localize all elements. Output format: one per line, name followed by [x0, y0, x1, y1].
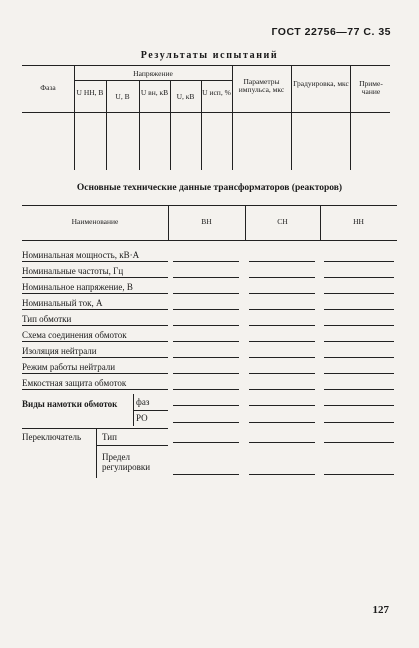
spec-row-scheme: Схема соединения обмоток: [22, 330, 127, 340]
spec-row-freq: Номинальные частоты, Гц: [22, 266, 124, 276]
col-vn: ВН: [201, 217, 212, 226]
switch-type: Тип: [102, 432, 117, 442]
spec-row-neutral-mode: Режим работы нейтрали: [22, 362, 116, 372]
col-u-vn: U вн, кВ: [140, 88, 169, 97]
col-u-nn: U НН, В: [76, 88, 104, 97]
col-phase: Фаза: [40, 83, 56, 92]
spec-row-winding-type: Тип обмотки: [22, 314, 72, 324]
col-nn: НН: [353, 217, 364, 226]
spec-row-voltage: Номинальное напряжение, В: [22, 282, 133, 292]
document-header: ГОСТ 22756—77 С. 35: [271, 26, 391, 38]
page-number: 127: [372, 604, 389, 616]
col-voltage: Напряжение: [133, 69, 173, 78]
winding-label: Виды намотки обмоток: [22, 399, 118, 409]
switch-range: Предел регулировки: [102, 452, 151, 472]
spec-row-capacitive: Емкостная защита обмоток: [22, 378, 127, 388]
specs-title: Основные технические данные трансформаторов (реакторов): [76, 183, 343, 193]
switch-label: Переключатель: [22, 432, 82, 442]
winding-fz: фаз: [136, 397, 150, 407]
col-name: Наименование: [71, 217, 119, 226]
col-u-isp: U исп, %: [202, 88, 231, 97]
col-u-kv: U, кВ: [176, 92, 195, 101]
spec-row-power: Номинальная мощность, кВ·А: [22, 250, 140, 260]
results-title: Результаты испытаний: [140, 50, 279, 61]
col-pulse: Параметры импульса, мкс: [238, 77, 285, 94]
winding-ro: РО: [136, 413, 148, 423]
col-u-v: U, В: [115, 92, 130, 101]
spec-row-current: Номинальный ток, А: [22, 298, 103, 308]
spec-row-insulation: Изоляция нейтрали: [22, 346, 97, 356]
col-note: Приме- чание: [359, 79, 383, 96]
col-sn: СН: [277, 217, 288, 226]
col-grad: Градуировка, мкс: [293, 79, 349, 88]
